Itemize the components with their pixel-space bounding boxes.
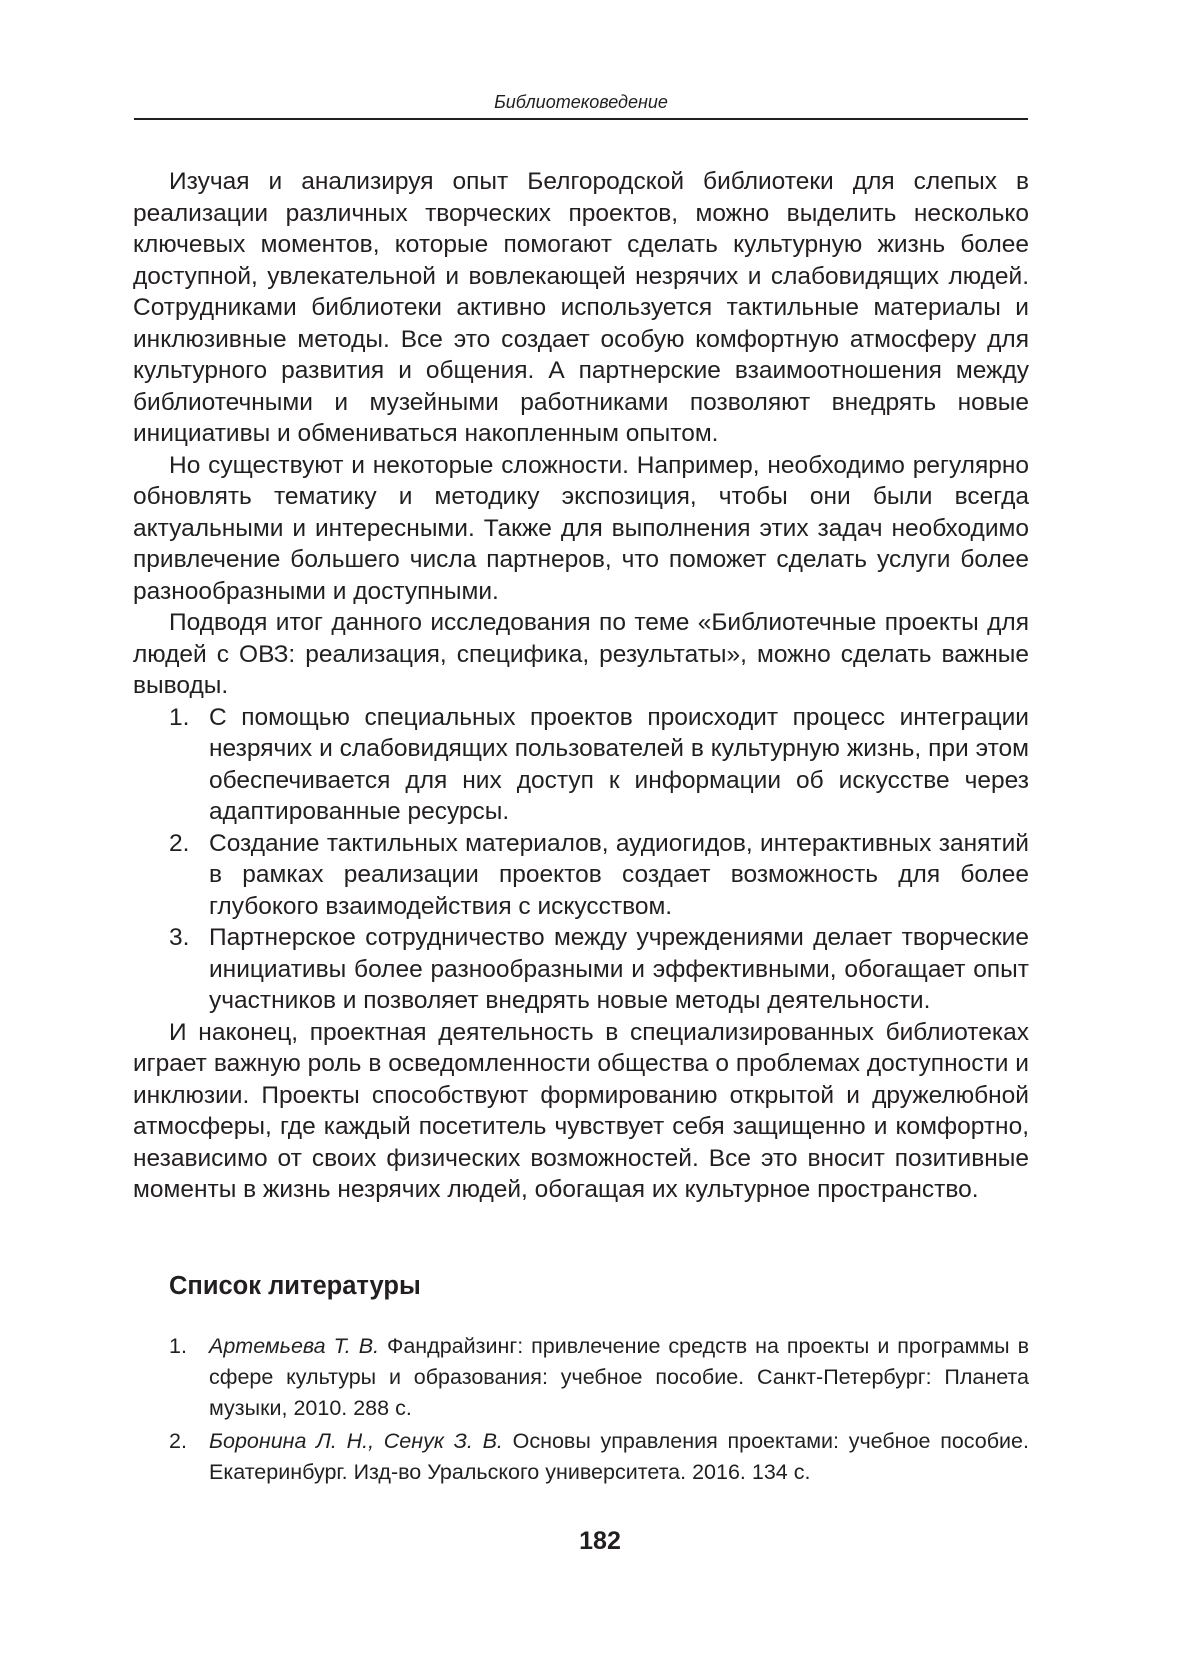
running-header [134,88,1028,120]
list-item [133,702,1029,828]
reference-number: 1. [169,1334,187,1358]
reference-item [133,1331,1029,1424]
conclusions-list [133,702,1029,1017]
list-item-text: Создание тактильных материалов, аудиогидов, интерактивных занятий в рамках реализации проектов создает возможность для более глубокого взаимодействия с искусством. [209,829,1029,920]
list-item-number: 2. [169,829,190,857]
running-header-title: Библиотековедение [494,92,668,112]
reference-author: Боронина Л. Н., Сенук З. В. [209,1429,513,1453]
list-item-text: Партнерское сотрудничество между учреждениями делает творческие инициативы более разнообразными и эффективными, обогащает опыт участников и позволяет внедрять новые методы деятельности. [209,924,1029,1014]
reference-number: 2. [169,1429,187,1453]
paragraph: Но существуют и некоторые сложности. Например, необходимо регулярно обновлять тематику и методику экспозиция, чтобы они были всегда актуальными и интересными. Также для выполнения этих задач необходимо привлечение большего числа партнеров, что поможет сделать услуги более разнообразными и доступными. [133,451,1029,605]
references-title: Список литературы [169,1272,421,1300]
main-text [133,166,1029,1206]
page-number: 182 [579,1527,621,1555]
list-item-number: 1. [169,703,190,731]
list-item-text: С помощью специальных проектов происходит процесс интеграции незрячих и слабовидящих пользователей в культурную жизнь, при этом обеспечивается для них доступ к информации об искусстве через адаптированные ресурсы. [209,703,1029,825]
reference-text: Основы управления проектами: учебное пособие. Екатеринбург. Изд-во Уральского университета. 2016. 134 с. [209,1429,1029,1484]
paragraph: Подводя итог данного исследования по теме «Библиотечные проекты для людей с ОВЗ: реализация, специфика, результаты», можно сделать важные выводы. [133,609,1029,699]
paragraph: Изучая и анализируя опыт Белгородской библиотеки для слепых в реализации различных творческих проектов, можно выделить несколько ключевых моментов, которые помогают сделать культурную жизнь более доступной, увлекательной и вовлекающей незрячих и слабовидящих людей. Сотрудниками библиотеки активно используется тактильные материалы и инклюзивные методы. Все это создает особую комфортную атмосферу для культурного развития и общения. А партнерские взаимоотношения между библиотечными и музейными работниками позволяют внедрять новые инициативы и обмениваться накопленным опытом. [133,168,1029,447]
list-item [133,828,1029,923]
reference-text: Фандрайзинг: привлечение средств на проекты и программы в сфере культуры и образования: учебное пособие. Санкт-Петербург: Планета музыки, 2010. 288 с. [209,1334,1029,1420]
list-item-number: 3. [169,924,190,951]
references-list [133,1331,1029,1490]
reference-item [133,1426,1029,1488]
reference-author: Артемьева Т. В. [209,1334,387,1358]
list-item [133,922,1029,1017]
paragraph: И наконец, проектная деятельность в специализированных библиотеках играет важную роль в осведомленности общества о проблемах доступности и инклюзии. Проекты способствуют формированию открытой и дружелюбной атмосферы, где каждый посетитель чувствует себя защищенно и комфортно, независимо от своих физических возможностей. Все это вносит позитивные моменты в жизнь незрячих людей, обогащая их культурное пространство. [133,1018,1029,1203]
